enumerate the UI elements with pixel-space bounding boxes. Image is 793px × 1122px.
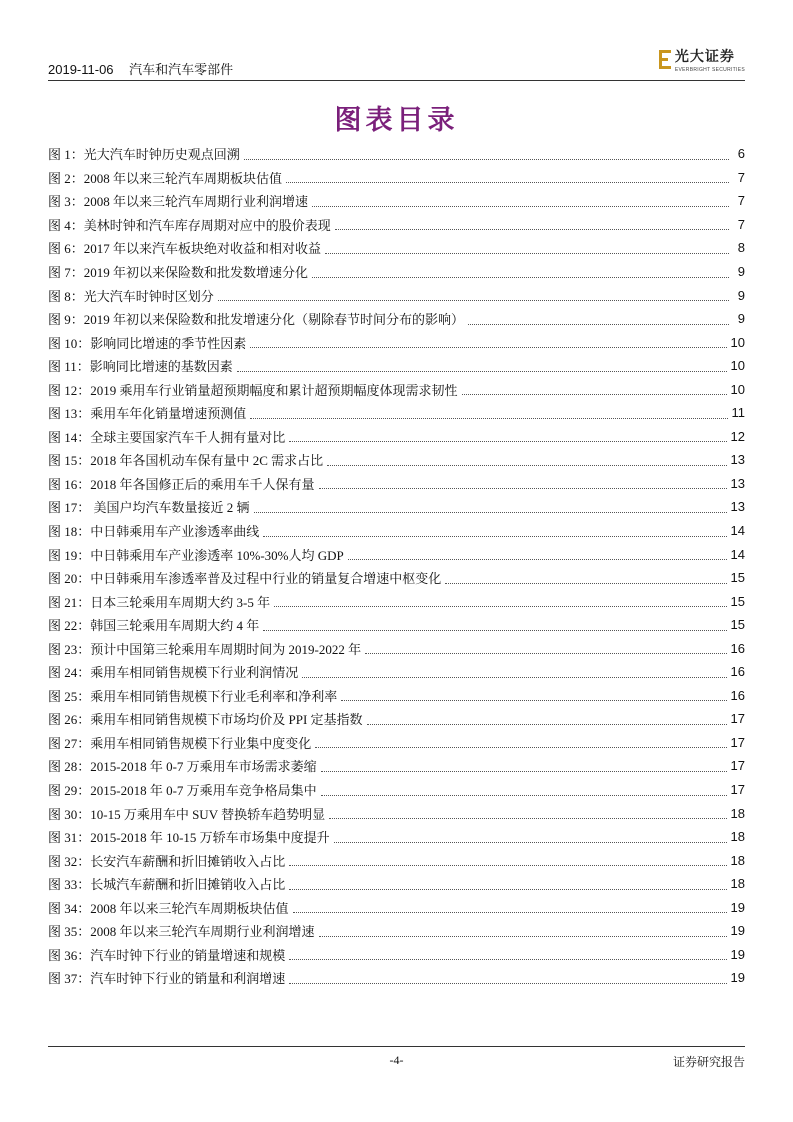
toc-entry[interactable]: [48, 825, 745, 849]
toc-entry-page[interactable]: 16: [730, 664, 745, 680]
header-info: [48, 59, 245, 78]
toc-entry-label[interactable]: 图 16：2018 年各国修正后的乘用车千人保有量: [48, 476, 315, 492]
page-header: [48, 50, 745, 81]
toc-entry-page[interactable]: 18: [730, 805, 745, 821]
toc-dot-leader: [319, 935, 727, 937]
toc-entry[interactable]: [48, 166, 745, 190]
toc-entry[interactable]: [48, 236, 745, 260]
toc-entry-page[interactable]: 7: [737, 193, 745, 209]
toc-entry-label[interactable]: 图 28：2015-2018 年 0-7 万乘用车市场需求萎缩: [48, 759, 317, 775]
toc-entry-label[interactable]: 图 11：影响同比增速的基数因素: [48, 359, 233, 375]
toc-entry-page[interactable]: 13: [730, 475, 745, 491]
toc-entry[interactable]: [48, 566, 745, 590]
toc-entry-page[interactable]: 9: [737, 264, 745, 279]
toc-entry-page[interactable]: 7: [737, 169, 745, 185]
toc-entry[interactable]: [48, 377, 745, 401]
toc-entry-label[interactable]: 图 7：2019 年初以来保险数和批发数增速分化: [48, 265, 309, 280]
toc-entry-page[interactable]: 19: [730, 899, 745, 915]
logo-e-icon: [659, 50, 671, 70]
logo-en-text: EVERBRIGHT SECURITIES: [674, 67, 745, 73]
toc-dot-leader: [327, 464, 726, 466]
toc-dot-leader: [445, 582, 726, 584]
toc-entry-page[interactable]: 19: [730, 923, 745, 939]
toc-entry[interactable]: [48, 801, 745, 825]
toc-entry-label[interactable]: 图 6：2017 年以来汽车板块绝对收益和相对收益: [48, 241, 322, 257]
toc-entry-label[interactable]: 图 29：2015-2018 年 0-7 万乘用车竞争格局集中: [48, 783, 317, 799]
toc-entry-page[interactable]: 18: [730, 829, 745, 845]
toc-entry[interactable]: [48, 589, 745, 613]
toc-entry[interactable]: [48, 848, 745, 872]
toc-entry-label[interactable]: 图 33：长城汽车薪酬和折旧摊销收入占比: [48, 877, 286, 893]
toc-dot-leader: [335, 228, 729, 230]
toc-entry-label[interactable]: 图 37：汽车时钟下行业的销量和利润增速: [48, 971, 286, 987]
toc-entry-page[interactable]: 14: [730, 523, 745, 539]
toc-entry[interactable]: [48, 330, 745, 354]
toc-entry[interactable]: [48, 754, 745, 778]
toc-dot-leader: [315, 746, 726, 748]
toc-entry[interactable]: [48, 425, 745, 449]
toc-entry-label[interactable]: 图 8：光大汽车时钟时区划分: [48, 288, 214, 304]
toc-entry-page[interactable]: 19: [730, 946, 745, 962]
toc-entry-label[interactable]: 图 20：中日韩乘用车渗透率普及过程中行业的销量复合增速中枢变化: [48, 571, 442, 587]
toc-entry-label[interactable]: 图 15：2018 年各国机动车保有量中 2C 需求占比: [48, 453, 324, 469]
toc-dot-leader: [218, 299, 729, 301]
toc-entry[interactable]: [48, 189, 745, 213]
toc-entry-label[interactable]: 图 32：长安汽车薪酬和折旧摊销收入占比: [48, 853, 286, 869]
toc-dot-leader: [321, 770, 727, 772]
toc-dot-leader: [468, 323, 729, 325]
toc-entry[interactable]: [48, 731, 745, 755]
toc-entry[interactable]: [48, 778, 745, 802]
toc-entry[interactable]: [48, 966, 745, 990]
toc-entry-label[interactable]: 图 1：光大汽车时钟历史观点回溯: [48, 147, 240, 163]
toc-entry-label[interactable]: 图 2：2008 年以来三轮汽车周期板块估值: [48, 170, 283, 186]
toc-entry[interactable]: [48, 401, 745, 425]
toc-entry[interactable]: [48, 142, 745, 166]
toc-dot-leader: [312, 276, 729, 278]
toc-entry-label[interactable]: 图 19：中日韩乘用车产业渗透率 10%-30%人均 GDP: [48, 547, 344, 563]
toc-entry-label[interactable]: 图 25：乘用车相同销售规模下行业毛利率和净利率: [48, 688, 338, 704]
toc-entry-page[interactable]: 10: [730, 381, 745, 397]
toc-entry[interactable]: [48, 495, 745, 519]
toc-entry-page[interactable]: 14: [730, 546, 745, 562]
toc-entry[interactable]: [48, 896, 745, 920]
header-divider: [48, 80, 745, 81]
toc-entry[interactable]: [48, 872, 745, 896]
toc-dot-leader: [250, 346, 726, 348]
toc-entry-page[interactable]: 9: [737, 287, 745, 303]
report-date: 2019-11-06: [48, 62, 114, 77]
toc-entry-label[interactable]: 图 18：中日韩乘用车产业渗透率曲线: [48, 524, 260, 540]
toc-entry[interactable]: [48, 307, 745, 331]
toc-entry-label[interactable]: 图 23：预计中国第三轮乘用车周期时间为 2019-2022 年: [48, 641, 362, 657]
toc-dot-leader: [237, 370, 727, 372]
toc-entry-label[interactable]: 图 9：2019 年初以来保险数和批发增速分化（剔除春节时间分布的影响）: [48, 312, 465, 328]
toc-entry-page[interactable]: 13: [730, 452, 745, 468]
footer-divider: [48, 1046, 745, 1047]
toc-dot-leader: [254, 511, 727, 513]
toc-entry-label[interactable]: 图 30：10-15 万乘用车中 SUV 替换轿车趋势明显: [48, 806, 326, 822]
toc-dot-leader: [348, 558, 727, 560]
toc-dot-leader: [325, 252, 729, 254]
toc-entry-label[interactable]: 图 13：乘用车年化销量增速预测值: [48, 406, 247, 422]
toc-entry-page[interactable]: 17: [730, 734, 745, 750]
toc-dot-leader: [289, 958, 726, 960]
toc-entry[interactable]: [48, 354, 745, 378]
toc-dot-leader: [250, 417, 727, 419]
toc-entry-page[interactable]: 17: [730, 782, 745, 798]
toc-entry-label[interactable]: 图 4：美林时钟和汽车库存周期对应中的股价表现: [48, 217, 331, 233]
toc-dot-leader: [321, 794, 727, 796]
toc-entry[interactable]: [48, 707, 745, 731]
toc-entry-label[interactable]: 图 36：汽车时钟下行业的销量增速和规模: [48, 947, 286, 963]
toc-entry-page[interactable]: 7: [737, 216, 745, 232]
toc-entry-label[interactable]: 图 24：乘用车相同销售规模下行业利润情况: [48, 665, 299, 681]
toc-entry[interactable]: [48, 636, 745, 660]
toc-dot-leader: [244, 158, 729, 160]
toc-dot-leader: [341, 699, 726, 701]
toc-entry[interactable]: [48, 213, 745, 237]
toc-entry-label[interactable]: 图 22：韩国三轮乘用车周期大约 4 年: [48, 618, 260, 634]
toc-entry[interactable]: [48, 660, 745, 684]
toc-entry[interactable]: [48, 448, 745, 472]
table-of-figures: [48, 142, 745, 990]
toc-dot-leader: [286, 181, 729, 183]
toc-entry-label[interactable]: 图 12：2019 乘用车行业销量超预期幅度和累计超预期幅度体现需求韧性: [48, 382, 458, 398]
page-title: 图表目录: [334, 105, 459, 135]
toc-entry-page[interactable]: 18: [730, 876, 745, 892]
company-logo: [659, 49, 745, 79]
toc-entry-page[interactable]: 8: [737, 240, 745, 256]
toc-entry[interactable]: [48, 613, 745, 637]
toc-entry-label[interactable]: 图 31：2015-2018 年 10-15 万轿车市场集中度提升: [48, 830, 330, 846]
toc-entry-page[interactable]: 9: [737, 311, 745, 327]
toc-dot-leader: [289, 888, 726, 890]
page-number: -4-: [389, 1053, 404, 1067]
toc-dot-leader: [263, 629, 726, 631]
toc-entry-label[interactable]: 图 3：2008 年以来三轮汽车周期行业利润增速: [48, 194, 309, 210]
toc-dot-leader: [293, 911, 727, 913]
toc-dot-leader: [365, 652, 726, 654]
toc-entry-label[interactable]: 图 14：全球主要国家汽车千人拥有量对比: [48, 429, 286, 445]
toc-entry-label[interactable]: 图 27：乘用车相同销售规模下行业集中度变化: [48, 735, 312, 751]
toc-entry[interactable]: [48, 472, 745, 496]
toc-entry-page[interactable]: 10: [730, 358, 745, 374]
toc-entry-page[interactable]: 15: [730, 570, 745, 586]
toc-entry-label[interactable]: 图 26：乘用车相同销售规模下市场均价及 PPI 定基指数: [48, 712, 363, 728]
toc-entry-label[interactable]: 图 17： 美国户均汽车数量接近 2 辆: [48, 500, 250, 516]
logo-cn-text: 光大证券: [674, 50, 735, 65]
toc-entry[interactable]: [48, 943, 745, 967]
toc-dot-leader: [329, 817, 726, 819]
toc-entry-page[interactable]: 16: [730, 640, 745, 656]
toc-entry-page[interactable]: 11: [731, 405, 745, 421]
toc-dot-leader: [334, 841, 727, 843]
toc-dot-leader: [367, 723, 727, 725]
toc-entry[interactable]: [48, 684, 745, 708]
toc-dot-leader: [289, 440, 726, 442]
toc-dot-leader: [289, 982, 726, 984]
toc-entry-label[interactable]: 图 10：影响同比增速的季节性因素: [48, 335, 247, 351]
toc-entry-label[interactable]: 图 35：2008 年以来三轮汽车周期行业利润增速: [48, 924, 315, 940]
toc-dot-leader: [462, 393, 727, 395]
toc-entry[interactable]: [48, 283, 745, 307]
toc-entry[interactable]: [48, 260, 745, 284]
toc-entry[interactable]: [48, 542, 745, 566]
report-type: 证券研究报告: [672, 1055, 745, 1069]
toc-entry-page[interactable]: 17: [730, 711, 745, 727]
toc-dot-leader: [274, 605, 726, 607]
toc-entry-page[interactable]: 6: [737, 146, 745, 162]
toc-entry-page[interactable]: 18: [730, 852, 745, 868]
toc-entry-page[interactable]: 15: [730, 593, 745, 609]
toc-entry-page[interactable]: 15: [730, 617, 745, 633]
toc-dot-leader: [319, 487, 727, 489]
toc-entry-page[interactable]: 10: [730, 334, 745, 350]
toc-entry-label[interactable]: 图 21：日本三轮乘用车周期大约 3-5 年: [48, 594, 271, 610]
toc-entry[interactable]: [48, 919, 745, 943]
toc-dot-leader: [289, 864, 726, 866]
industry-name: 汽车和汽车零部件: [129, 62, 234, 77]
toc-dot-leader: [312, 205, 729, 207]
toc-entry[interactable]: [48, 519, 745, 543]
toc-entry-page[interactable]: 17: [730, 758, 745, 774]
toc-entry-page[interactable]: 13: [730, 499, 745, 515]
toc-dot-leader: [302, 676, 726, 678]
toc-entry-page[interactable]: 19: [730, 970, 745, 986]
toc-entry-page[interactable]: 12: [730, 428, 745, 444]
toc-dot-leader: [263, 535, 726, 537]
toc-entry-page[interactable]: 16: [730, 687, 745, 703]
toc-entry-label[interactable]: 图 34：2008 年以来三轮汽车周期板块估值: [48, 900, 289, 916]
